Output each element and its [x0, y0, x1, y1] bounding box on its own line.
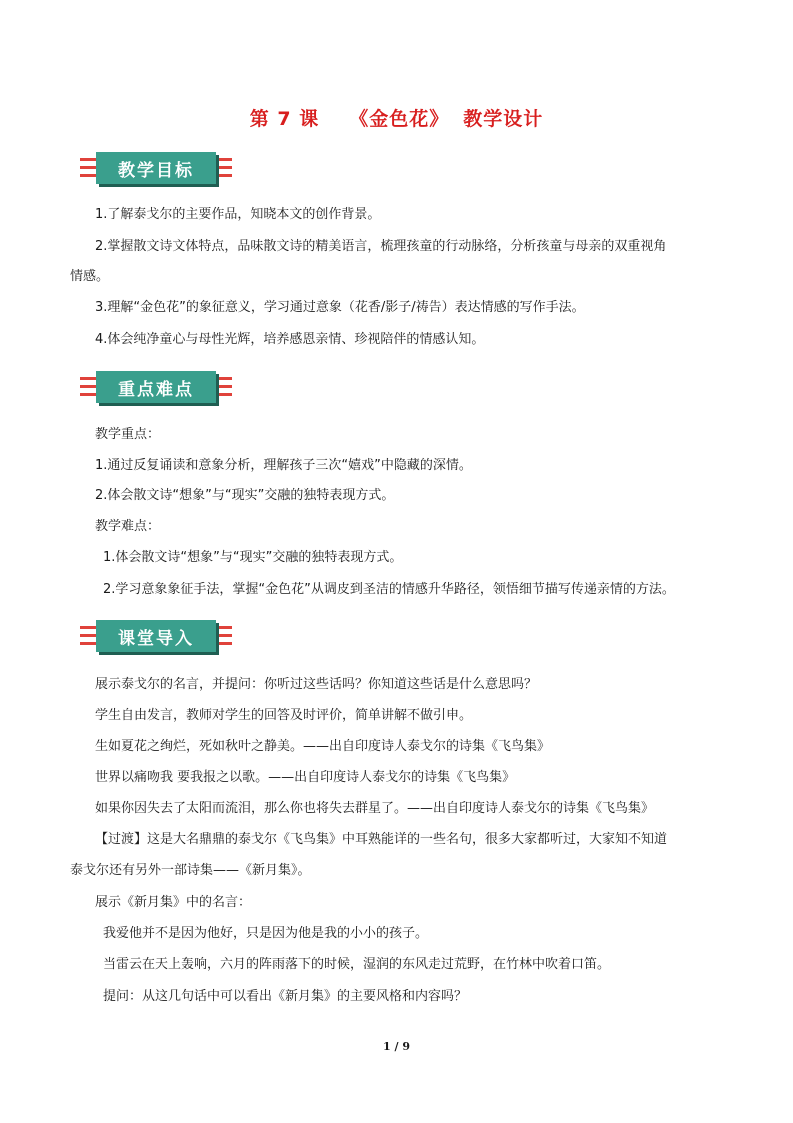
goal-item: 2.掌握散文诗文体特点，品味散文诗的精美语言，梳理孩童的行动脉络，分析孩童与母亲的双重视角 — [95, 239, 667, 254]
quote-line: 当雷云在天上轰响，六月的阵雨落下的时候，湿润的东风走过荒野，在竹林中吹着口笛。 — [103, 957, 611, 972]
quote-line: 我爱他并不是因为他好，只是因为他是我的小小的孩子。 — [103, 926, 429, 941]
key-item: 1.通过反复诵读和意象分析，理解孩子三次“嬉戏”中隐藏的深情。 — [95, 458, 472, 473]
title-design: 教学设计 — [463, 108, 544, 130]
quote-line: 生如夏花之绚烂，死如秋叶之静美。——出自印度诗人泰戈尔的诗集《飞鸟集》 — [95, 739, 551, 754]
title-lesson: 第 7 课 — [249, 108, 320, 130]
section-header-key — [80, 368, 232, 412]
difficulty-item: 2.学习意象象征手法，掌握“金色花”从调皮到圣洁的情感升华路径，领悟细节描写传递亲情的方法。 — [103, 582, 675, 597]
goal-item-cont: 情感。 — [70, 269, 110, 284]
transition-paragraph: 【过渡】这是大名鼎鼎的泰戈尔《飞鸟集》中耳熟能详的一些名句，很多大家都听过，大家知不知道 — [95, 832, 668, 847]
difficulty-item: 1.体会散文诗“想象”与“现实”交融的独特表现方式。 — [103, 550, 403, 565]
goal-item: 3.理解“金色花”的象征意义，学习通过意象（花香/影子/祷告）表达情感的写作手法。 — [95, 300, 585, 315]
section-header-intro — [80, 617, 232, 661]
quote-line: 世界以痛吻我 要我报之以歌。——出自印度诗人泰戈尔的诗集《飞鸟集》 — [95, 770, 516, 785]
goal-item: 4.体会纯净童心与母性光辉，培养感恩亲情、珍视陪伴的情感认知。 — [95, 332, 485, 347]
page-number: 1 / 9 — [383, 1040, 410, 1053]
document-title — [0, 104, 793, 131]
difficulty-label: 教学难点： — [95, 519, 161, 534]
key-label: 教学重点： — [95, 427, 161, 442]
question-line: 提问：从这几句话中可以看出《新月集》的主要风格和内容吗？ — [103, 989, 468, 1004]
intro-paragraph: 展示《新月集》中的名言： — [95, 895, 252, 910]
section-title-intro: 课堂导入 — [96, 620, 216, 652]
section-title-key: 重点难点 — [96, 371, 216, 403]
section-title-goals: 教学目标 — [96, 152, 216, 184]
transition-paragraph-cont: 泰戈尔还有另外一部诗集——《新月集》。 — [70, 863, 311, 878]
intro-paragraph: 展示泰戈尔的名言，并提问：你听过这些话吗？你知道这些话是什么意思吗？ — [95, 677, 538, 692]
key-item: 2.体会散文诗“想象”与“现实”交融的独特表现方式。 — [95, 488, 395, 503]
quote-line: 如果你因失去了太阳而流泪，那么你也将失去群星了。——出自印度诗人泰戈尔的诗集《飞鸟集》 — [95, 801, 655, 816]
section-header-goals — [80, 149, 232, 193]
title-book: 《金色花》 — [349, 108, 450, 130]
goal-item: 1.了解泰戈尔的主要作品，知晓本文的创作背景。 — [95, 207, 381, 222]
intro-paragraph: 学生自由发言，教师对学生的回答及时评价，简单讲解不做引申。 — [95, 708, 473, 723]
